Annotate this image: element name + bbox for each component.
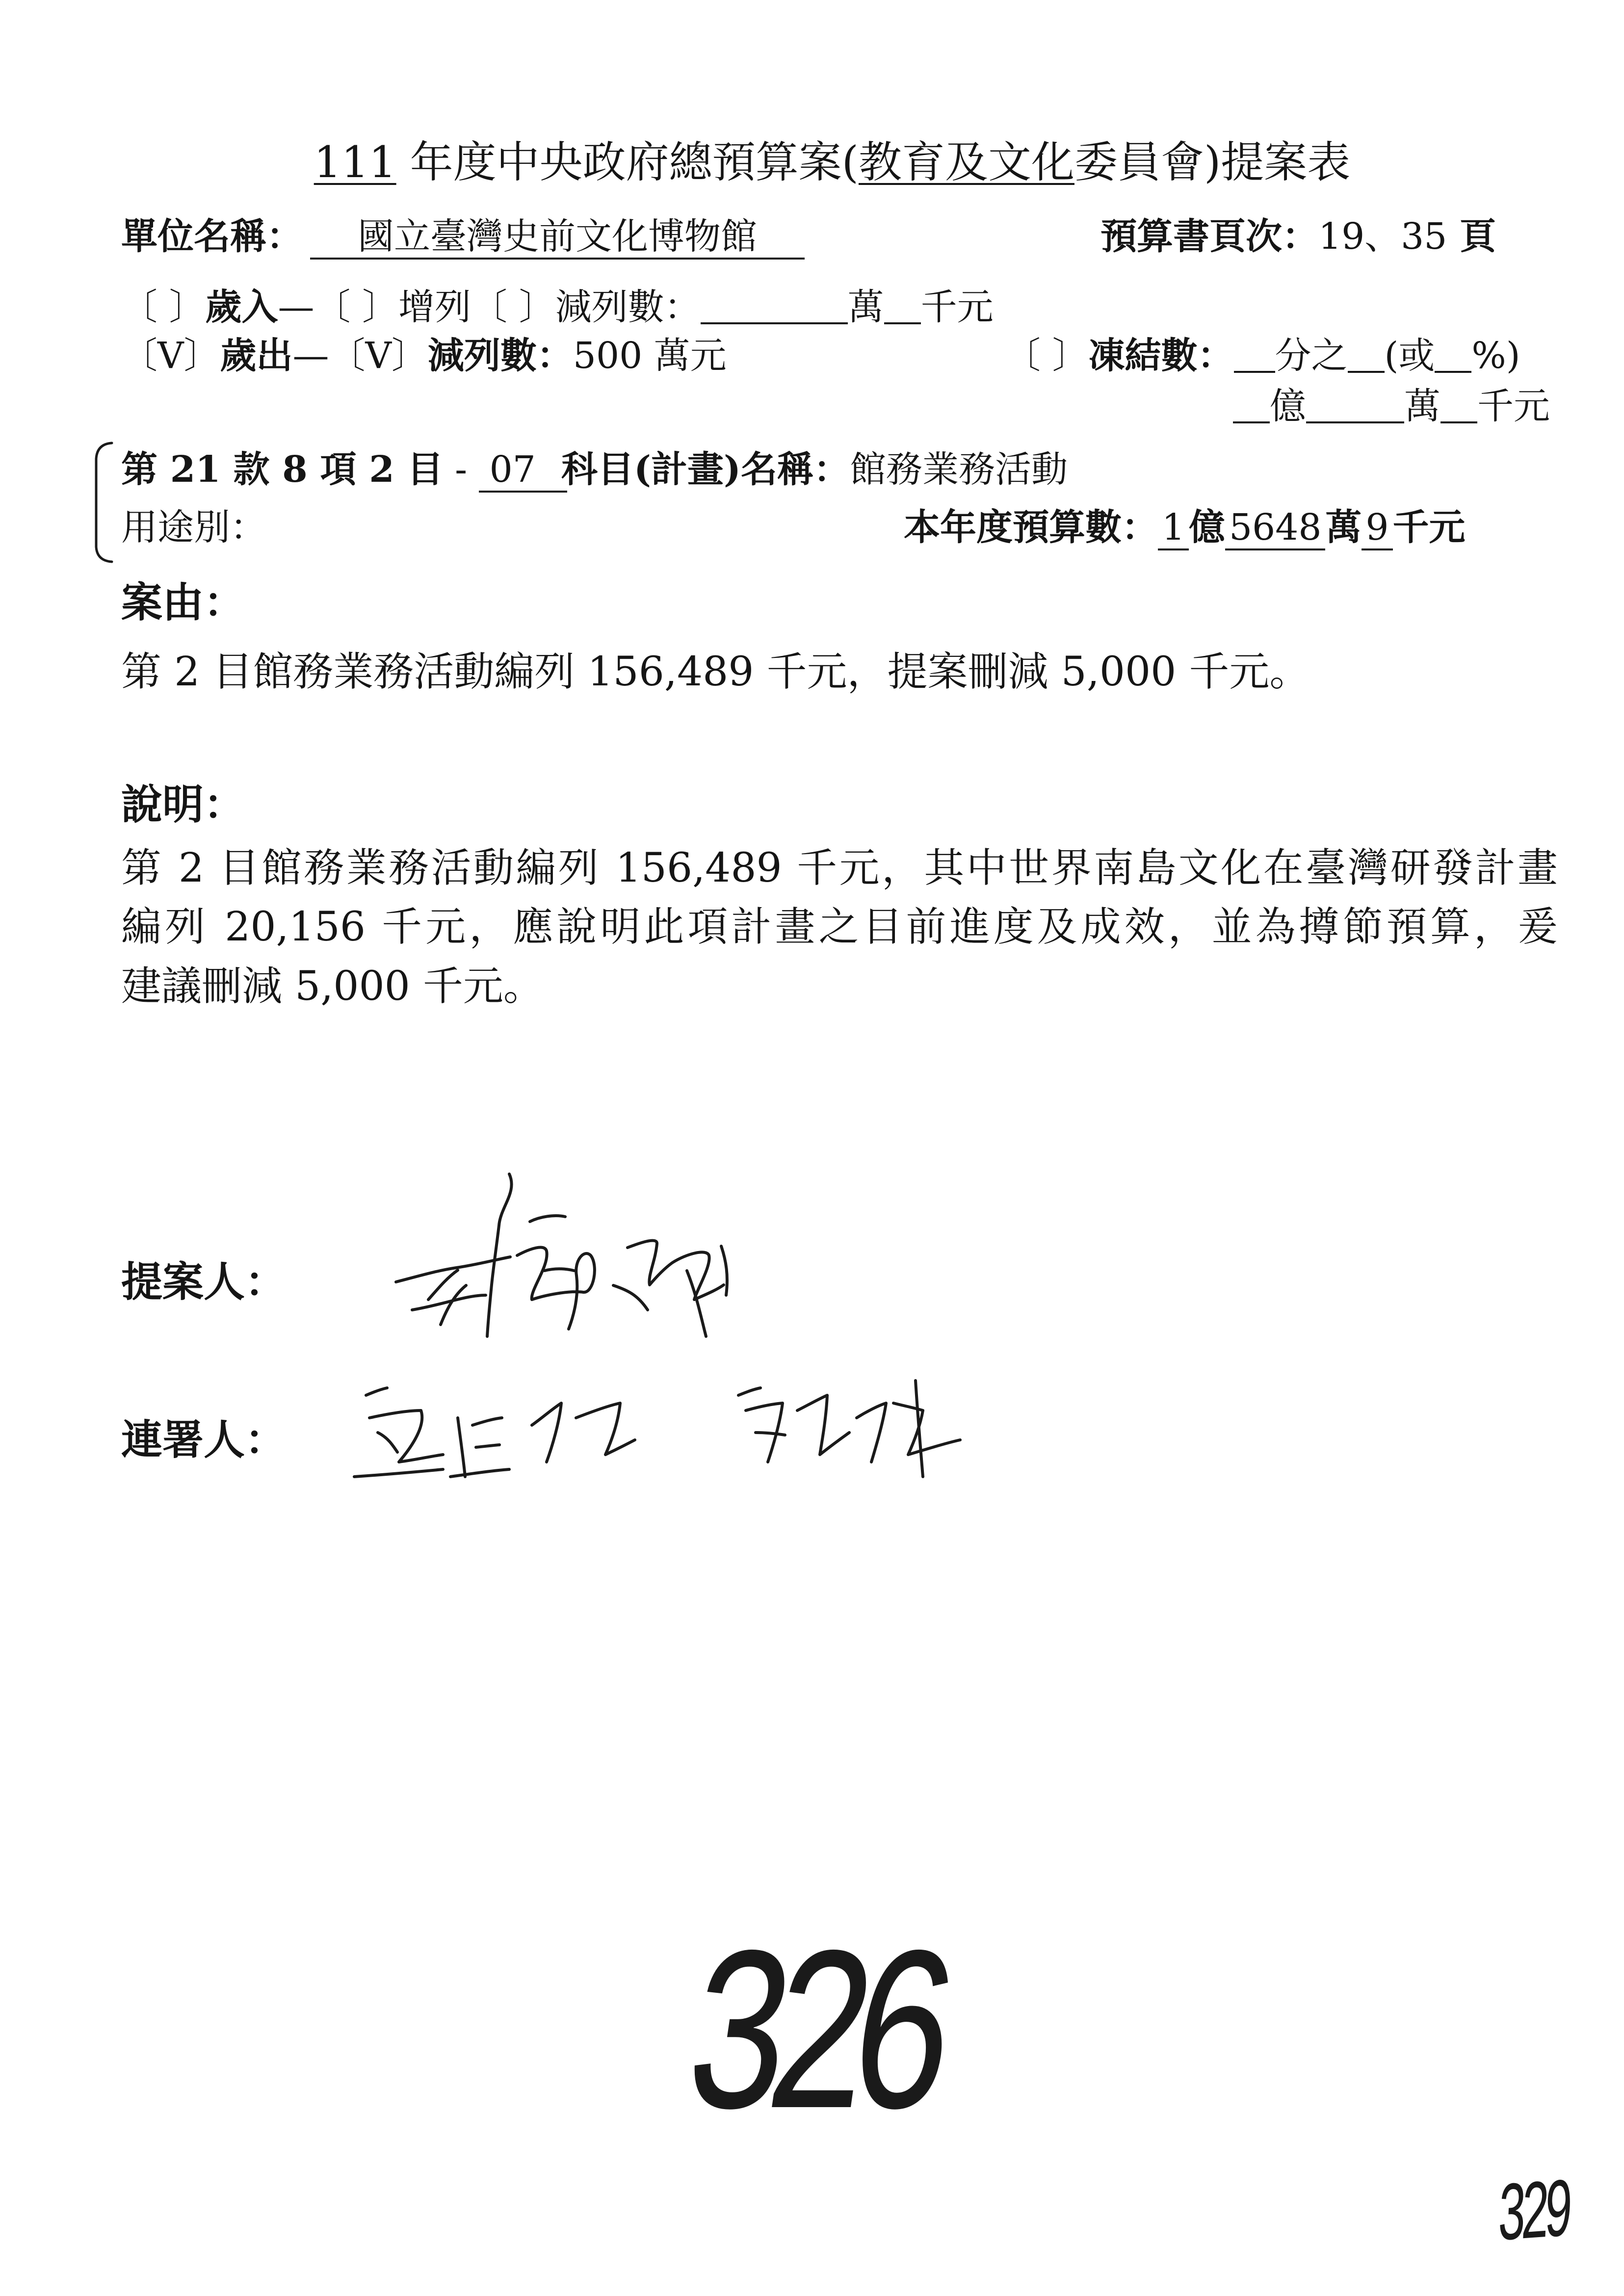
- reduce-label: 減列數：: [427, 335, 573, 377]
- annual-budget-wan: 萬: [1325, 506, 1362, 548]
- cosigners-label: 連署人：: [121, 1415, 287, 1464]
- subject-name-row: [561, 448, 1068, 491]
- cause-text: 第 2 目館務業務活動編列 156,489 千元，提案刪減 5,000 千元。: [121, 649, 1310, 695]
- unit-value-field: [310, 215, 805, 260]
- subject-subcode: 07: [479, 451, 567, 493]
- freeze-wan: 萬: [1404, 385, 1441, 427]
- blank-line: [1306, 421, 1404, 423]
- title-text-b: 委員會)提案表: [1074, 137, 1351, 187]
- handwritten-sheet-number: 329: [1494, 2166, 1571, 2266]
- reduce-amount: 500 萬元: [573, 335, 727, 377]
- cause-heading: 案由：: [121, 578, 245, 626]
- group-bracket: [87, 438, 117, 567]
- budget-pages-label: 預算書頁次：: [1100, 215, 1318, 258]
- blank-line: [1348, 371, 1385, 373]
- unit-label-row: [121, 215, 303, 258]
- handwritten-page-number: 326: [687, 1911, 932, 2178]
- signature-stroke: [530, 1216, 574, 1271]
- annual-budget-yi-value: 1: [1158, 509, 1189, 550]
- proposer-signature: [383, 1148, 756, 1364]
- blank-line: [701, 322, 848, 324]
- expenditure-row: [121, 335, 727, 377]
- subject-code-row: [121, 448, 567, 493]
- title-text-a: 年度中央政府總預算案(: [396, 137, 859, 187]
- signature-stroke: [517, 1248, 595, 1329]
- budget-pages: [1100, 215, 1496, 258]
- subject-name: 館務業務活動: [850, 448, 1068, 491]
- reduce-checkbox: 〔V〕: [329, 335, 428, 377]
- blank-line: [1441, 421, 1477, 423]
- committee-name: 教育及文化: [858, 137, 1074, 187]
- revenue-options: —〔 〕增列〔 〕減列數：: [278, 286, 701, 328]
- unit-value: 國立臺灣史前文化博物館: [310, 218, 805, 260]
- blank-line: [1233, 421, 1270, 423]
- annual-budget-label: 本年度預算數：: [904, 506, 1158, 548]
- freeze-label: 凍結數：: [1088, 335, 1234, 377]
- subject-code: 第 21 款 8 項 2 目: [121, 448, 444, 491]
- freeze-fraction: 分之: [1275, 335, 1348, 377]
- annual-budget-yi: 億: [1189, 506, 1226, 548]
- blank-line: [1435, 371, 1471, 373]
- revenue-wan: 萬: [847, 286, 884, 328]
- explanation-line: 第 2 目館務業務活動編列 156,489 千元，其中世界南島文化在臺灣研發計畫: [121, 845, 1558, 891]
- freeze-checkbox: 〔 〕: [1004, 335, 1089, 377]
- annual-budget-qian-value: 9: [1362, 509, 1392, 550]
- freeze-qian: 千元: [1477, 385, 1550, 427]
- budget-pages-value: 19、35: [1318, 215, 1447, 258]
- signature-stroke: [797, 1395, 886, 1462]
- signature-stroke: [893, 1381, 960, 1477]
- revenue-checkbox: 〔 〕: [121, 286, 206, 328]
- proposer-label: 提案人：: [121, 1257, 287, 1306]
- signature-stroke: [738, 1388, 785, 1462]
- form-title: [40, 137, 1624, 187]
- expenditure-label: 歲出: [220, 335, 293, 377]
- blank-line: [884, 322, 921, 324]
- fiscal-year: 111: [314, 137, 396, 187]
- freeze-percent: %): [1471, 335, 1520, 377]
- cosigner-signatures: [343, 1359, 981, 1506]
- signature-stroke: [487, 1174, 512, 1336]
- freeze-amount-row: [1233, 385, 1550, 427]
- signature-stroke: [450, 1418, 509, 1477]
- freeze-row: [1004, 335, 1520, 377]
- blank-line: [1234, 371, 1275, 373]
- usage-row: [121, 506, 266, 548]
- explanation-line: 建議刪減 5,000 千元。: [121, 963, 544, 1010]
- budget-pages-suffix: 頁: [1447, 215, 1496, 258]
- revenue-label: 歲入: [205, 286, 278, 328]
- explanation-line: 編列 20,156 千元，應說明此項計畫之目前進度及成效，並為撙節預算，爰: [121, 904, 1558, 950]
- signature-stroke: [628, 1241, 724, 1336]
- signature-stroke: [412, 1270, 486, 1325]
- expenditure-dash: —: [292, 335, 329, 377]
- annual-budget-wan-value: 5648: [1225, 509, 1325, 550]
- revenue-row: [121, 286, 994, 328]
- subject-dash: -: [443, 448, 479, 491]
- signature-stroke: [532, 1403, 635, 1462]
- freeze-or: (或: [1384, 335, 1435, 377]
- annual-budget-qian: 千元: [1392, 506, 1466, 548]
- signature-stroke: [354, 1388, 443, 1477]
- subject-name-label: 科目(計畫)名稱：: [561, 448, 850, 491]
- explanation-heading: 說明：: [121, 780, 245, 829]
- usage-label: 用途別：: [121, 506, 266, 548]
- annual-budget-row: [904, 506, 1466, 550]
- bracket-stroke: [96, 443, 112, 562]
- expenditure-checkbox: 〔V〕: [121, 335, 220, 377]
- revenue-qian: 千元: [920, 286, 994, 328]
- unit-label: 單位名稱：: [121, 215, 303, 258]
- freeze-yi: 億: [1270, 385, 1306, 427]
